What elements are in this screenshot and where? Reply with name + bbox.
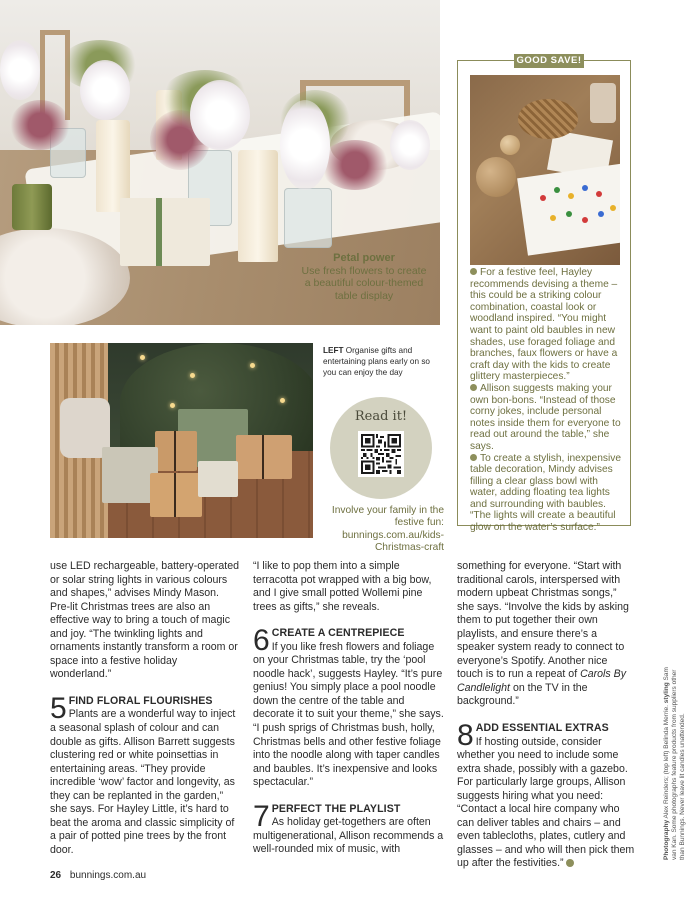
column-1	[50, 560, 240, 857]
good-save-tip: For a festive feel, Hayley recommends devising a theme – this could be a striking colour combination, coastal look or woodland inspired. “You might want to paint old baubles in new shades, use foraged foliage and branches, faux flowers or have a craft day with the kids to create glittery masterpieces.”	[470, 267, 618, 383]
section-6	[253, 624, 445, 790]
read-it-badge	[330, 397, 432, 499]
bullet-dot-icon	[470, 268, 477, 275]
good-save-tips	[470, 267, 626, 534]
hero-caption-title: Petal power	[333, 252, 395, 264]
section-number: 6	[253, 624, 270, 658]
bullet-dot-icon	[470, 384, 477, 391]
col3-intro: something for everyone. “Start with traditional carols, interspersed with modern upbeat Christmas songs,” she says. “Involve the kids by asking them to put together their own playlists, and ensure there’s a speaker system ready to connect to everyone’s Spotify. Another nice touch is to run a repeat of Carols By Candlelight on the TV in the background.”	[457, 560, 629, 708]
footer-site[interactable]: bunnings.com.au	[69, 870, 147, 881]
section-body: If you like fresh flowers and foliage on your Christmas table, try the ‘pool noodle hack’, suggests Hayley. “It’s pure genius! You simply place a pool noodle down the centre of the table and decorate it to suit your theme,” she says. “I push sprigs of Christmas bush, holly, Christmas bells and other festive foliage into the noodle along with taper candles and baubles. It’s inexpensive and looks spectacular.”	[253, 640, 444, 789]
photo-credit: Photography Alex Reinders; (top left) Belinda Merrie. styling Sam van Kan. Some photographs feature products from suppliers other than Bunnings. Never leave lit candles unattended.	[663, 667, 686, 860]
section-title: PERFECT THE PLAYLIST	[271, 802, 401, 815]
end-mark-icon	[566, 859, 574, 867]
hero-caption-text: Use fresh flowers to create a beautiful colour-themed table display	[301, 264, 427, 302]
col1-intro: use LED rechargeable, battery-operated or solar string lights in various colours and shapes,” advises Mindy Mason. Pre-lit Christmas trees are also an effective way to bring a touch of magic and joy. “The twinkling lights and ornaments instantly transform a room or space into a festive holiday wonderland.”	[50, 560, 240, 681]
hero-caption	[300, 252, 428, 302]
page-footer	[50, 870, 146, 881]
caption-text: Organise gifts and entertaining plans early on so you can enjoy the day	[323, 346, 430, 377]
caption-direction: LEFT	[323, 346, 344, 355]
section-5	[50, 691, 240, 858]
column-3	[457, 560, 635, 871]
page-number: 26	[50, 870, 62, 881]
good-save-badge: GOOD SAVE!	[514, 54, 584, 68]
craft-photo	[470, 75, 620, 265]
section-body: If hosting outside, consider whether you need to include some extra shade, possibly with a gazebo. For particularly large groups, Allison suggests hiring what you need: “Contact a local hire company who can deliver tables and chairs – and even tablecloths, plates, cutlery and glasses – and who will then pick them up after the festivities.”	[457, 735, 635, 870]
section-number: 5	[50, 691, 67, 725]
column-2	[253, 560, 445, 857]
section-number: 7	[253, 799, 270, 833]
section-7	[253, 799, 445, 857]
gifts-photo	[50, 343, 313, 538]
section-number: 8	[457, 719, 474, 753]
tv-show-title: Carols By Candlelight	[457, 668, 627, 694]
section-body: As holiday get-togethers are often multigenerational, Allison recommends a well-rounded mix of music, with	[253, 816, 444, 856]
good-save-box	[457, 55, 631, 534]
bullet-dot-icon	[470, 454, 477, 461]
col2-intro: “I like to pop them into a simple terracotta pot wrapped with a big bow, and I give small potted Wollemi pine trees as gifts,” she reveals.	[253, 560, 432, 613]
section-title: ADD ESSENTIAL EXTRAS	[475, 722, 609, 735]
good-save-tip: Allison suggests making your own bon-bons. “Instead of those corny jokes, include personal notes inside them for everyone to read out around the table,” she says.	[470, 382, 621, 452]
read-it-caption: Involve your family in the festive fun: bunnings.com.au/kids-Christmas-craft	[331, 505, 444, 553]
section-title: FIND FLORAL FLOURISHES	[68, 694, 213, 707]
section-body: Plants are a wonderful way to inject a seasonal splash of colour and can double as gifts. Allison Barrett suggests clustering red or white poinsettias in entertaining areas. “They provide incredible ‘wow’ factor and longevity, as they can be replanted in the garden,” she says. For Hayley Little, it’s hard to beat the aroma and classic simplicity of a pair of potted pine trees by the front door.	[50, 708, 236, 856]
good-save-tip: To create a stylish, inexpensive table decoration, Mindy advises filling a clear glass bowl with water, adding floating tea lights and surrounding with baubles. “The lights will create a beautiful glow on the water’s surface.”	[470, 452, 621, 534]
gifts-caption	[323, 345, 435, 378]
qr-code-icon[interactable]	[358, 431, 404, 477]
section-8	[457, 719, 635, 871]
read-it-label: Read it!	[354, 409, 408, 424]
section-title: CREATE A CENTREPIECE	[271, 627, 405, 640]
